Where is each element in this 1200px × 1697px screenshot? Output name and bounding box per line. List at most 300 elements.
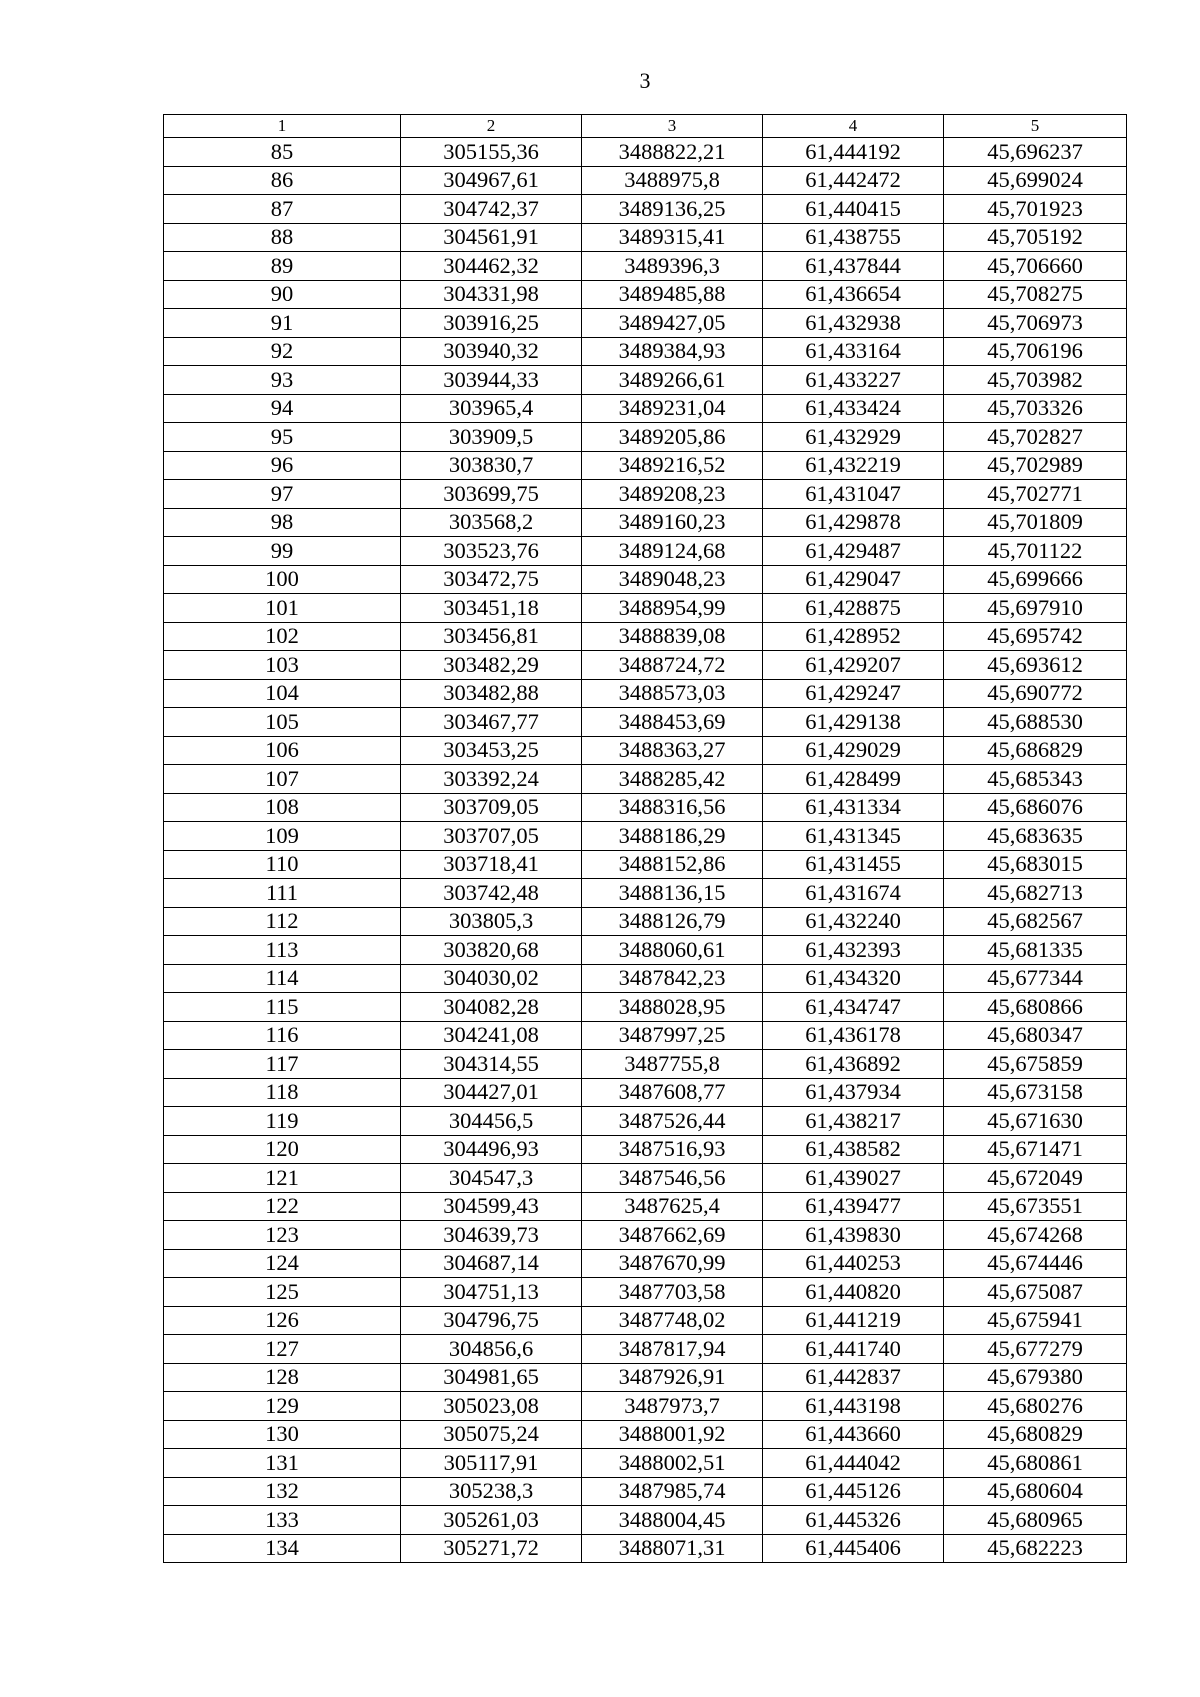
- y-coordinate-cell: 3489048,23: [582, 565, 763, 594]
- point-number-cell: 116: [164, 1021, 401, 1050]
- longitude-cell: 45,706973: [944, 309, 1127, 338]
- table-row: [164, 936, 1127, 965]
- latitude-cell: 61,439830: [763, 1221, 944, 1250]
- longitude-cell: 45,701809: [944, 508, 1127, 537]
- y-coordinate-cell: 3489231,04: [582, 394, 763, 423]
- point-number-cell: 92: [164, 337, 401, 366]
- table-row: [164, 594, 1127, 623]
- latitude-cell: 61,433227: [763, 366, 944, 395]
- table-row: [164, 1249, 1127, 1278]
- x-coordinate-cell: 305075,24: [401, 1420, 582, 1449]
- latitude-cell: 61,440253: [763, 1249, 944, 1278]
- x-coordinate-cell: 303392,24: [401, 765, 582, 794]
- y-coordinate-cell: 3488453,69: [582, 708, 763, 737]
- y-coordinate-cell: 3489124,68: [582, 537, 763, 566]
- longitude-cell: 45,696237: [944, 138, 1127, 167]
- point-number-cell: 109: [164, 822, 401, 851]
- longitude-cell: 45,686076: [944, 793, 1127, 822]
- y-coordinate-cell: 3488316,56: [582, 793, 763, 822]
- x-coordinate-cell: 303453,25: [401, 736, 582, 765]
- longitude-cell: 45,682223: [944, 1534, 1127, 1563]
- x-coordinate-cell: 304967,61: [401, 166, 582, 195]
- table-row: [164, 480, 1127, 509]
- x-coordinate-cell: 303916,25: [401, 309, 582, 338]
- x-coordinate-cell: 303742,48: [401, 879, 582, 908]
- x-coordinate-cell: 305117,91: [401, 1449, 582, 1478]
- table-row: [164, 451, 1127, 480]
- point-number-cell: 101: [164, 594, 401, 623]
- longitude-cell: 45,679380: [944, 1363, 1127, 1392]
- longitude-cell: 45,680604: [944, 1477, 1127, 1506]
- point-number-cell: 89: [164, 252, 401, 281]
- x-coordinate-cell: 305261,03: [401, 1506, 582, 1535]
- longitude-cell: 45,673158: [944, 1078, 1127, 1107]
- y-coordinate-cell: 3487926,91: [582, 1363, 763, 1392]
- point-number-cell: 133: [164, 1506, 401, 1535]
- latitude-cell: 61,429207: [763, 651, 944, 680]
- y-coordinate-cell: 3488285,42: [582, 765, 763, 794]
- y-coordinate-cell: 3488126,79: [582, 907, 763, 936]
- latitude-cell: 61,431455: [763, 850, 944, 879]
- latitude-cell: 61,445326: [763, 1506, 944, 1535]
- header-row: [164, 115, 1127, 138]
- table-row: [164, 1192, 1127, 1221]
- y-coordinate-cell: 3488822,21: [582, 138, 763, 167]
- latitude-cell: 61,445406: [763, 1534, 944, 1563]
- x-coordinate-cell: 303482,29: [401, 651, 582, 680]
- latitude-cell: 61,436892: [763, 1050, 944, 1079]
- table-row: [164, 1392, 1127, 1421]
- x-coordinate-cell: 303699,75: [401, 480, 582, 509]
- longitude-cell: 45,680276: [944, 1392, 1127, 1421]
- latitude-cell: 61,434747: [763, 993, 944, 1022]
- y-coordinate-cell: 3487670,99: [582, 1249, 763, 1278]
- longitude-cell: 45,680861: [944, 1449, 1127, 1478]
- longitude-cell: 45,683015: [944, 850, 1127, 879]
- table-row: [164, 1534, 1127, 1563]
- latitude-cell: 61,429247: [763, 679, 944, 708]
- longitude-cell: 45,702827: [944, 423, 1127, 452]
- table-row: [164, 1449, 1127, 1478]
- latitude-cell: 61,438755: [763, 223, 944, 252]
- longitude-cell: 45,674268: [944, 1221, 1127, 1250]
- point-number-cell: 120: [164, 1135, 401, 1164]
- x-coordinate-cell: 303944,33: [401, 366, 582, 395]
- longitude-cell: 45,680866: [944, 993, 1127, 1022]
- point-number-cell: 87: [164, 195, 401, 224]
- x-coordinate-cell: 303709,05: [401, 793, 582, 822]
- latitude-cell: 61,442837: [763, 1363, 944, 1392]
- y-coordinate-cell: 3487526,44: [582, 1107, 763, 1136]
- point-number-cell: 132: [164, 1477, 401, 1506]
- table-row: [164, 651, 1127, 680]
- x-coordinate-cell: 303805,3: [401, 907, 582, 936]
- y-coordinate-cell: 3488186,29: [582, 822, 763, 851]
- point-number-cell: 119: [164, 1107, 401, 1136]
- y-coordinate-cell: 3487748,02: [582, 1306, 763, 1335]
- latitude-cell: 61,444042: [763, 1449, 944, 1478]
- y-coordinate-cell: 3487703,58: [582, 1278, 763, 1307]
- point-number-cell: 102: [164, 622, 401, 651]
- latitude-cell: 61,433164: [763, 337, 944, 366]
- x-coordinate-cell: 303940,32: [401, 337, 582, 366]
- point-number-cell: 122: [164, 1192, 401, 1221]
- latitude-cell: 61,439477: [763, 1192, 944, 1221]
- longitude-cell: 45,699024: [944, 166, 1127, 195]
- point-number-cell: 130: [164, 1420, 401, 1449]
- x-coordinate-cell: 304456,5: [401, 1107, 582, 1136]
- x-coordinate-cell: 305271,72: [401, 1534, 582, 1563]
- table-row: [164, 622, 1127, 651]
- table-body: [164, 138, 1127, 1563]
- table-row: [164, 964, 1127, 993]
- x-coordinate-cell: 303467,77: [401, 708, 582, 737]
- table-row: [164, 1278, 1127, 1307]
- table-row: [164, 223, 1127, 252]
- point-number-cell: 108: [164, 793, 401, 822]
- longitude-cell: 45,682713: [944, 879, 1127, 908]
- point-number-cell: 94: [164, 394, 401, 423]
- y-coordinate-cell: 3487997,25: [582, 1021, 763, 1050]
- table-row: [164, 309, 1127, 338]
- longitude-cell: 45,671471: [944, 1135, 1127, 1164]
- point-number-cell: 85: [164, 138, 401, 167]
- longitude-cell: 45,695742: [944, 622, 1127, 651]
- latitude-cell: 61,431345: [763, 822, 944, 851]
- x-coordinate-cell: 304314,55: [401, 1050, 582, 1079]
- table-row: [164, 280, 1127, 309]
- point-number-cell: 105: [164, 708, 401, 737]
- longitude-cell: 45,706196: [944, 337, 1127, 366]
- point-number-cell: 124: [164, 1249, 401, 1278]
- point-number-cell: 88: [164, 223, 401, 252]
- point-number-cell: 110: [164, 850, 401, 879]
- point-number-cell: 127: [164, 1335, 401, 1364]
- table-row: [164, 822, 1127, 851]
- column-header: 4: [763, 115, 944, 138]
- x-coordinate-cell: 304496,93: [401, 1135, 582, 1164]
- y-coordinate-cell: 3487546,56: [582, 1164, 763, 1193]
- latitude-cell: 61,443198: [763, 1392, 944, 1421]
- latitude-cell: 61,428875: [763, 594, 944, 623]
- x-coordinate-cell: 304030,02: [401, 964, 582, 993]
- y-coordinate-cell: 3488152,86: [582, 850, 763, 879]
- point-number-cell: 112: [164, 907, 401, 936]
- longitude-cell: 45,675941: [944, 1306, 1127, 1335]
- table-row: [164, 366, 1127, 395]
- y-coordinate-cell: 3488839,08: [582, 622, 763, 651]
- y-coordinate-cell: 3487985,74: [582, 1477, 763, 1506]
- longitude-cell: 45,674446: [944, 1249, 1127, 1278]
- longitude-cell: 45,702771: [944, 480, 1127, 509]
- latitude-cell: 61,436654: [763, 280, 944, 309]
- point-number-cell: 98: [164, 508, 401, 537]
- point-number-cell: 100: [164, 565, 401, 594]
- latitude-cell: 61,438217: [763, 1107, 944, 1136]
- latitude-cell: 61,440820: [763, 1278, 944, 1307]
- point-number-cell: 99: [164, 537, 401, 566]
- y-coordinate-cell: 3487516,93: [582, 1135, 763, 1164]
- y-coordinate-cell: 3489384,93: [582, 337, 763, 366]
- point-number-cell: 93: [164, 366, 401, 395]
- y-coordinate-cell: 3488071,31: [582, 1534, 763, 1563]
- latitude-cell: 61,437934: [763, 1078, 944, 1107]
- point-number-cell: 96: [164, 451, 401, 480]
- latitude-cell: 61,441219: [763, 1306, 944, 1335]
- y-coordinate-cell: 3488363,27: [582, 736, 763, 765]
- latitude-cell: 61,428499: [763, 765, 944, 794]
- latitude-cell: 61,441740: [763, 1335, 944, 1364]
- latitude-cell: 61,433424: [763, 394, 944, 423]
- x-coordinate-cell: 303820,68: [401, 936, 582, 965]
- longitude-cell: 45,680347: [944, 1021, 1127, 1050]
- column-header: 1: [164, 115, 401, 138]
- y-coordinate-cell: 3487755,8: [582, 1050, 763, 1079]
- point-number-cell: 131: [164, 1449, 401, 1478]
- table-row: [164, 765, 1127, 794]
- table-row: [164, 1506, 1127, 1535]
- latitude-cell: 61,429878: [763, 508, 944, 537]
- table-row: [164, 1050, 1127, 1079]
- y-coordinate-cell: 3488002,51: [582, 1449, 763, 1478]
- latitude-cell: 61,445126: [763, 1477, 944, 1506]
- y-coordinate-cell: 3487817,94: [582, 1335, 763, 1364]
- point-number-cell: 125: [164, 1278, 401, 1307]
- longitude-cell: 45,708275: [944, 280, 1127, 309]
- point-number-cell: 129: [164, 1392, 401, 1421]
- point-number-cell: 118: [164, 1078, 401, 1107]
- longitude-cell: 45,697910: [944, 594, 1127, 623]
- longitude-cell: 45,703982: [944, 366, 1127, 395]
- longitude-cell: 45,701923: [944, 195, 1127, 224]
- point-number-cell: 91: [164, 309, 401, 338]
- y-coordinate-cell: 3488004,45: [582, 1506, 763, 1535]
- x-coordinate-cell: 304751,13: [401, 1278, 582, 1307]
- table-row: [164, 138, 1127, 167]
- y-coordinate-cell: 3489208,23: [582, 480, 763, 509]
- table-row: [164, 1221, 1127, 1250]
- point-number-cell: 114: [164, 964, 401, 993]
- longitude-cell: 45,682567: [944, 907, 1127, 936]
- y-coordinate-cell: 3487662,69: [582, 1221, 763, 1250]
- latitude-cell: 61,429029: [763, 736, 944, 765]
- point-number-cell: 121: [164, 1164, 401, 1193]
- latitude-cell: 61,440415: [763, 195, 944, 224]
- x-coordinate-cell: 303707,05: [401, 822, 582, 851]
- point-number-cell: 107: [164, 765, 401, 794]
- y-coordinate-cell: 3488954,99: [582, 594, 763, 623]
- table-row: [164, 907, 1127, 936]
- x-coordinate-cell: 304547,3: [401, 1164, 582, 1193]
- table-row: [164, 337, 1127, 366]
- point-number-cell: 106: [164, 736, 401, 765]
- longitude-cell: 45,701122: [944, 537, 1127, 566]
- y-coordinate-cell: 3488001,92: [582, 1420, 763, 1449]
- point-number-cell: 103: [164, 651, 401, 680]
- longitude-cell: 45,703326: [944, 394, 1127, 423]
- latitude-cell: 61,432929: [763, 423, 944, 452]
- x-coordinate-cell: 304331,98: [401, 280, 582, 309]
- longitude-cell: 45,683635: [944, 822, 1127, 851]
- longitude-cell: 45,677279: [944, 1335, 1127, 1364]
- longitude-cell: 45,690772: [944, 679, 1127, 708]
- table-row: [164, 423, 1127, 452]
- longitude-cell: 45,672049: [944, 1164, 1127, 1193]
- y-coordinate-cell: 3487842,23: [582, 964, 763, 993]
- latitude-cell: 61,437844: [763, 252, 944, 281]
- x-coordinate-cell: 304427,01: [401, 1078, 582, 1107]
- x-coordinate-cell: 303568,2: [401, 508, 582, 537]
- point-number-cell: 123: [164, 1221, 401, 1250]
- longitude-cell: 45,699666: [944, 565, 1127, 594]
- point-number-cell: 115: [164, 993, 401, 1022]
- y-coordinate-cell: 3487625,4: [582, 1192, 763, 1221]
- y-coordinate-cell: 3489216,52: [582, 451, 763, 480]
- latitude-cell: 61,442472: [763, 166, 944, 195]
- latitude-cell: 61,443660: [763, 1420, 944, 1449]
- table-row: [164, 1078, 1127, 1107]
- longitude-cell: 45,688530: [944, 708, 1127, 737]
- longitude-cell: 45,706660: [944, 252, 1127, 281]
- y-coordinate-cell: 3489427,05: [582, 309, 763, 338]
- y-coordinate-cell: 3488975,8: [582, 166, 763, 195]
- y-coordinate-cell: 3488724,72: [582, 651, 763, 680]
- longitude-cell: 45,675859: [944, 1050, 1127, 1079]
- y-coordinate-cell: 3489396,3: [582, 252, 763, 281]
- table-row: [164, 1135, 1127, 1164]
- y-coordinate-cell: 3489266,61: [582, 366, 763, 395]
- table-row: [164, 850, 1127, 879]
- table-row: [164, 1164, 1127, 1193]
- longitude-cell: 45,675087: [944, 1278, 1127, 1307]
- table-row: [164, 679, 1127, 708]
- latitude-cell: 61,428952: [763, 622, 944, 651]
- latitude-cell: 61,429487: [763, 537, 944, 566]
- x-coordinate-cell: 303472,75: [401, 565, 582, 594]
- x-coordinate-cell: 304599,43: [401, 1192, 582, 1221]
- x-coordinate-cell: 304856,6: [401, 1335, 582, 1364]
- latitude-cell: 61,431047: [763, 480, 944, 509]
- x-coordinate-cell: 303718,41: [401, 850, 582, 879]
- y-coordinate-cell: 3488136,15: [582, 879, 763, 908]
- y-coordinate-cell: 3488028,95: [582, 993, 763, 1022]
- point-number-cell: 95: [164, 423, 401, 452]
- x-coordinate-cell: 304462,32: [401, 252, 582, 281]
- x-coordinate-cell: 303482,88: [401, 679, 582, 708]
- y-coordinate-cell: 3488060,61: [582, 936, 763, 965]
- table-row: [164, 1477, 1127, 1506]
- point-number-cell: 113: [164, 936, 401, 965]
- table-row: [164, 993, 1127, 1022]
- table-row: [164, 195, 1127, 224]
- point-number-cell: 104: [164, 679, 401, 708]
- table-row: [164, 166, 1127, 195]
- y-coordinate-cell: 3488573,03: [582, 679, 763, 708]
- longitude-cell: 45,673551: [944, 1192, 1127, 1221]
- latitude-cell: 61,434320: [763, 964, 944, 993]
- y-coordinate-cell: 3489160,23: [582, 508, 763, 537]
- y-coordinate-cell: 3487973,7: [582, 1392, 763, 1421]
- table-row: [164, 508, 1127, 537]
- table-row: [164, 708, 1127, 737]
- x-coordinate-cell: 304082,28: [401, 993, 582, 1022]
- x-coordinate-cell: 303451,18: [401, 594, 582, 623]
- longitude-cell: 45,681335: [944, 936, 1127, 965]
- longitude-cell: 45,677344: [944, 964, 1127, 993]
- point-number-cell: 111: [164, 879, 401, 908]
- column-header: 5: [944, 115, 1127, 138]
- x-coordinate-cell: 303909,5: [401, 423, 582, 452]
- x-coordinate-cell: 305023,08: [401, 1392, 582, 1421]
- coordinates-table: [163, 114, 1127, 1563]
- table-row: [164, 1021, 1127, 1050]
- table-row: [164, 793, 1127, 822]
- point-number-cell: 128: [164, 1363, 401, 1392]
- latitude-cell: 61,432219: [763, 451, 944, 480]
- table-row: [164, 1363, 1127, 1392]
- column-header: 3: [582, 115, 763, 138]
- x-coordinate-cell: 304687,14: [401, 1249, 582, 1278]
- x-coordinate-cell: 303523,76: [401, 537, 582, 566]
- longitude-cell: 45,680829: [944, 1420, 1127, 1449]
- latitude-cell: 61,431334: [763, 793, 944, 822]
- table-row: [164, 537, 1127, 566]
- latitude-cell: 61,432393: [763, 936, 944, 965]
- table-row: [164, 1306, 1127, 1335]
- x-coordinate-cell: 304639,73: [401, 1221, 582, 1250]
- point-number-cell: 90: [164, 280, 401, 309]
- latitude-cell: 61,431674: [763, 879, 944, 908]
- x-coordinate-cell: 305238,3: [401, 1477, 582, 1506]
- table-row: [164, 1107, 1127, 1136]
- table-row: [164, 565, 1127, 594]
- point-number-cell: 126: [164, 1306, 401, 1335]
- table-row: [164, 394, 1127, 423]
- column-header: 2: [401, 115, 582, 138]
- latitude-cell: 61,432240: [763, 907, 944, 936]
- x-coordinate-cell: 303830,7: [401, 451, 582, 480]
- x-coordinate-cell: 303456,81: [401, 622, 582, 651]
- x-coordinate-cell: 303965,4: [401, 394, 582, 423]
- point-number-cell: 86: [164, 166, 401, 195]
- longitude-cell: 45,705192: [944, 223, 1127, 252]
- latitude-cell: 61,432938: [763, 309, 944, 338]
- x-coordinate-cell: 304981,65: [401, 1363, 582, 1392]
- table-row: [164, 1335, 1127, 1364]
- y-coordinate-cell: 3489315,41: [582, 223, 763, 252]
- table-row: [164, 252, 1127, 281]
- x-coordinate-cell: 304561,91: [401, 223, 582, 252]
- y-coordinate-cell: 3487608,77: [582, 1078, 763, 1107]
- latitude-cell: 61,436178: [763, 1021, 944, 1050]
- longitude-cell: 45,686829: [944, 736, 1127, 765]
- point-number-cell: 134: [164, 1534, 401, 1563]
- longitude-cell: 45,693612: [944, 651, 1127, 680]
- point-number-cell: 97: [164, 480, 401, 509]
- longitude-cell: 45,702989: [944, 451, 1127, 480]
- page-number: 3: [639, 68, 651, 93]
- latitude-cell: 61,429138: [763, 708, 944, 737]
- latitude-cell: 61,438582: [763, 1135, 944, 1164]
- x-coordinate-cell: 304796,75: [401, 1306, 582, 1335]
- longitude-cell: 45,680965: [944, 1506, 1127, 1535]
- table-row: [164, 1420, 1127, 1449]
- point-number-cell: 117: [164, 1050, 401, 1079]
- table-row: [164, 879, 1127, 908]
- latitude-cell: 61,444192: [763, 138, 944, 167]
- y-coordinate-cell: 3489136,25: [582, 195, 763, 224]
- table-header: [164, 115, 1127, 138]
